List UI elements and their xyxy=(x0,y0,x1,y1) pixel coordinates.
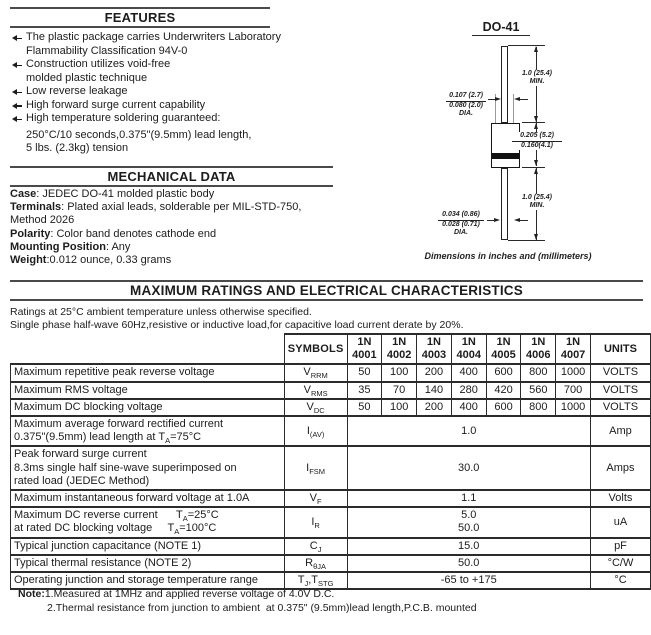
value-cell: 50 xyxy=(347,399,382,416)
parameter-line: Maximum average forward rectified current xyxy=(14,418,224,431)
parameter-line: at rated DC blocking voltage $T_A=100^\circ C$ xyxy=(14,522,217,537)
arrow-bullet-icon xyxy=(12,115,23,124)
parameter-line: 8.3ms single half sine-wave superimposed on xyxy=(14,461,237,474)
parameter-line: Peak forward surge current xyxy=(14,448,147,461)
ratings-table xyxy=(10,333,651,590)
mechanical-label: Polarity xyxy=(10,227,51,240)
arrow-shaft xyxy=(520,220,528,221)
tick-line xyxy=(508,240,545,241)
units-cell: pF xyxy=(590,538,650,555)
dim-suffix: DIA. xyxy=(454,229,468,236)
value-cell xyxy=(347,538,590,555)
parameter-line: Typical junction capacitance (NOTE 1) xyxy=(14,539,202,552)
mechanical-entry xyxy=(10,228,344,241)
parameter-line: Operating junction and storage temperature range xyxy=(14,574,258,587)
table-row xyxy=(11,555,651,572)
ratings-title: MAXIMUM RATINGS AND ELECTRICAL CHARACTERISTICS xyxy=(130,283,523,298)
parameter-line: Maximum RMS voltage xyxy=(14,383,128,396)
features-title: FEATURES xyxy=(104,10,176,25)
value-cell: 200 xyxy=(417,364,452,381)
dim-value: MIN. xyxy=(529,78,545,85)
feature-line: Construction utilizes void-free xyxy=(26,58,171,70)
package-caption: Dimensions in inches and (millimeters) xyxy=(424,251,592,261)
units-header: UNITS xyxy=(590,334,650,364)
feature-text xyxy=(26,85,128,99)
value-cell: 100 xyxy=(382,399,417,416)
feature-line: Low reverse leakage xyxy=(26,85,128,97)
units-cell: °C xyxy=(590,572,650,589)
units-cell: °C/W xyxy=(590,555,650,572)
mechanical-line: Method 2026 xyxy=(10,214,75,227)
arrow-bullet-icon xyxy=(12,61,23,70)
mechanical-line: Terminals: Plated axial leads, solderable per MIL-STD-750, xyxy=(10,201,302,214)
rule xyxy=(10,299,643,301)
mechanical-entry xyxy=(10,188,344,201)
value-cell: 1000 xyxy=(556,364,591,381)
rule xyxy=(10,185,333,187)
blank-header-cell xyxy=(11,334,285,364)
mechanical-section-header xyxy=(10,166,333,187)
value-cell xyxy=(347,446,590,490)
value-cell xyxy=(347,555,590,572)
dim-suffix: DIA. xyxy=(459,110,473,117)
value-cell: 50 xyxy=(347,364,382,381)
parameter-line: Maximum DC blocking voltage xyxy=(14,400,163,413)
dim-value: MIN. xyxy=(529,202,545,209)
arrow-bullet-icon xyxy=(12,88,23,97)
arrow-up-icon xyxy=(534,123,538,129)
value-line: 1.0 xyxy=(461,424,477,437)
features-section-header xyxy=(10,7,270,28)
feature-item xyxy=(12,31,342,58)
parameter-line: 0.375"(9.5mm) lead length at $T_A=75^\circ C$ xyxy=(14,431,202,446)
value-cell: 400 xyxy=(451,399,486,416)
feature-line: High forward surge current capability xyxy=(26,98,206,111)
arrow-down-icon xyxy=(534,234,538,240)
symbols-header: SYMBOLS xyxy=(284,334,347,364)
dim-value: 0.080 (2.0) xyxy=(449,102,483,109)
mechanical-label: Weight xyxy=(10,254,47,267)
mechanical-entry xyxy=(10,201,344,227)
note-text: 1.Measured at 1MHz and applied reverse voltage of 4.0V D.C. xyxy=(44,588,335,600)
value-cell: 1000 xyxy=(556,399,591,416)
value-cell: 280 xyxy=(451,382,486,399)
tick-line xyxy=(508,45,545,46)
value-cell xyxy=(347,572,590,589)
value-cell xyxy=(347,416,590,446)
condition-line: Single phase half-wave 60Hz,resistive or inductive load,for capacitive load current derate by 20%. xyxy=(10,319,464,331)
arrow-up-icon xyxy=(534,168,538,174)
feature-item xyxy=(12,85,342,99)
arrow-bullet-icon xyxy=(12,102,23,111)
symbol-cell: $I_{FSM}$ xyxy=(284,446,347,490)
parameter-cell xyxy=(11,538,285,555)
parameter-cell xyxy=(11,382,285,399)
feature-line: molded plastic technique xyxy=(26,71,148,84)
parameter-cell xyxy=(11,572,285,589)
units-cell: uA xyxy=(590,507,650,537)
units-cell: Volts xyxy=(590,490,650,507)
parameter-cell xyxy=(11,364,285,381)
units-cell: VOLTS xyxy=(590,364,650,381)
value-line: 15.0 xyxy=(458,539,480,552)
parameter-line: Typical thermal resistance (NOTE 2) xyxy=(14,556,192,569)
feature-text xyxy=(26,112,220,126)
mechanical-data-list xyxy=(10,188,344,267)
value-cell: 800 xyxy=(521,399,556,416)
value-cell: 560 xyxy=(521,382,556,399)
feature-text xyxy=(26,99,205,113)
feature-item xyxy=(12,58,342,85)
mechanical-line: Case: JEDEC DO-41 molded plastic body xyxy=(10,188,215,200)
mechanical-entry xyxy=(10,254,344,267)
table-row xyxy=(11,572,651,589)
note-line: 2.Thermal resistance from junction to ambient at 0.375" (9.5mm)lead length,P.C.B. mounted xyxy=(47,601,477,614)
value-line: 5.0 xyxy=(461,509,477,522)
mechanical-line: Mounting Position: Any xyxy=(10,240,131,253)
symbol-cell: $V_{RMS}$ xyxy=(284,382,347,399)
package-name: DO-41 xyxy=(472,20,530,36)
feature-line: 250°C/10 seconds,0.375"(9.5mm) lead length, xyxy=(26,128,252,141)
top-lead xyxy=(501,46,508,123)
value-cell: 600 xyxy=(486,399,521,416)
units-cell: Amp xyxy=(590,416,650,446)
value-cell xyxy=(347,507,590,537)
dim-value: 0.205 (5.2) xyxy=(512,132,562,142)
units-cell: VOLTS xyxy=(590,382,650,399)
dim-value: 0.028 (0.71) xyxy=(442,221,480,228)
arrow-down-icon xyxy=(534,160,538,166)
value-cell: 800 xyxy=(521,364,556,381)
parameter-cell xyxy=(11,416,285,446)
part-number-header: 1N 4007 xyxy=(556,334,591,364)
part-number-header: 1N 4001 xyxy=(347,334,382,364)
parameter-cell xyxy=(11,399,285,416)
arrow-shaft xyxy=(520,99,528,100)
mechanical-label: Mounting Position xyxy=(10,240,106,253)
parameter-cell xyxy=(11,507,285,537)
symbol-cell: $V_{RRM}$ xyxy=(284,364,347,381)
arrow-bullet-icon xyxy=(12,34,23,43)
mechanical-line: Weight:0.012 ounce, 0.33 grams xyxy=(10,254,172,267)
feature-line: Flammability Classification 94V-0 xyxy=(26,44,188,57)
value-cell: 140 xyxy=(417,382,452,399)
arrow-up-icon xyxy=(534,46,538,52)
condition-line: Ratings at 25°C ambient temperature unless otherwise specified. xyxy=(10,306,312,318)
table-row xyxy=(11,399,651,416)
value-line: 1.1 xyxy=(461,492,477,505)
value-cell: 400 xyxy=(451,364,486,381)
parameter-line: Maximum repetitive peak reverse voltage xyxy=(14,366,215,379)
feature-continuation xyxy=(12,129,342,156)
feature-line: High temperature soldering guaranteed: xyxy=(26,112,221,124)
symbol-cell: $T_J,T_{STG}$ xyxy=(284,572,347,589)
dim-value: 1.0 (25.4) xyxy=(522,70,552,77)
ratings-table-body xyxy=(11,364,651,589)
rule xyxy=(10,26,270,28)
table-row xyxy=(11,490,651,507)
dim-value: 1.0 (25.4) xyxy=(522,194,552,201)
body-length-dim xyxy=(512,132,562,150)
symbol-cell: $I_{(AV)}$ xyxy=(284,416,347,446)
arrow-right-icon xyxy=(495,97,501,101)
mechanical-label: Terminals xyxy=(10,201,62,214)
features-list xyxy=(12,31,342,156)
part-number-header: 1N 4004 xyxy=(451,334,486,364)
symbol-cell: $V_{DC}$ xyxy=(284,399,347,416)
ratings-section-header xyxy=(10,280,643,301)
value-cell: 35 xyxy=(347,382,382,399)
feature-item xyxy=(12,112,342,126)
note-label: Note: xyxy=(18,588,45,600)
table-row xyxy=(11,538,651,555)
table-row xyxy=(11,446,651,490)
table-header-row xyxy=(11,334,651,364)
part-number-header: 1N 4005 xyxy=(486,334,521,364)
part-number-header: 1N 4002 xyxy=(382,334,417,364)
part-number-header: 1N 4006 xyxy=(521,334,556,364)
value-cell xyxy=(347,490,590,507)
dim-value: 0.160(4.1) xyxy=(521,142,553,149)
notes xyxy=(18,588,477,615)
bottom-lead-length-dim xyxy=(513,194,561,210)
feature-line: The plastic package carries Underwriters Laboratory xyxy=(26,31,281,43)
lead-diameter-dim xyxy=(446,92,486,118)
parameter-cell xyxy=(11,490,285,507)
arrow-down-icon xyxy=(534,116,538,122)
table-row xyxy=(11,507,651,537)
wire-diameter-dim xyxy=(438,211,484,237)
mechanical-label: Case xyxy=(10,188,37,200)
parameter-cell xyxy=(11,555,285,572)
table-row xyxy=(11,382,651,399)
mechanical-line: Polarity: Color band denotes cathode end xyxy=(10,227,217,240)
bottom-lead xyxy=(501,168,508,240)
feature-line: 5 lbs. (2.3kg) tension xyxy=(26,142,129,154)
value-cell: 600 xyxy=(486,364,521,381)
table-row xyxy=(11,364,651,381)
value-cell: 200 xyxy=(417,399,452,416)
mechanical-title: MECHANICAL DATA xyxy=(107,169,236,184)
value-line: -65 to +175 xyxy=(440,574,497,587)
parameter-line: Maximum instantaneous forward voltage at 1.0A xyxy=(14,492,250,505)
cathode-band xyxy=(492,153,519,159)
value-line: 50.0 xyxy=(458,556,480,569)
mechanical-entry xyxy=(10,241,344,254)
feature-text xyxy=(26,58,170,85)
value-line: 30.0 xyxy=(458,461,480,474)
parameter-line: Maximum DC reverse current $T_A=25^\circ C$ xyxy=(14,509,219,524)
package-drawing xyxy=(400,18,651,276)
table-row xyxy=(11,416,651,446)
dim-value: 0.034 (0.86) xyxy=(438,211,484,221)
parameter-line: rated load (JEDEC Method) xyxy=(14,474,150,487)
dim-value: 0.107 (2.7) xyxy=(446,92,486,102)
parameter-cell xyxy=(11,446,285,490)
value-cell: 420 xyxy=(486,382,521,399)
symbol-cell: $R_{\theta JA}$ xyxy=(284,555,347,572)
symbol-cell: $V_F$ xyxy=(284,490,347,507)
feature-text xyxy=(26,31,281,58)
arrow-right-icon xyxy=(494,218,500,222)
ratings-conditions xyxy=(10,306,464,332)
symbol-cell: $C_J$ xyxy=(284,538,347,555)
note-line xyxy=(18,588,477,602)
value-line: 50.0 xyxy=(458,522,480,535)
feature-item xyxy=(12,99,342,113)
units-cell: VOLTS xyxy=(590,399,650,416)
value-cell: 70 xyxy=(382,382,417,399)
value-cell: 100 xyxy=(382,364,417,381)
part-number-header: 1N 4003 xyxy=(417,334,452,364)
units-cell: Amps xyxy=(590,446,650,490)
value-cell: 700 xyxy=(556,382,591,399)
top-lead-length-dim xyxy=(513,70,561,86)
symbol-cell: $I_R$ xyxy=(284,507,347,537)
